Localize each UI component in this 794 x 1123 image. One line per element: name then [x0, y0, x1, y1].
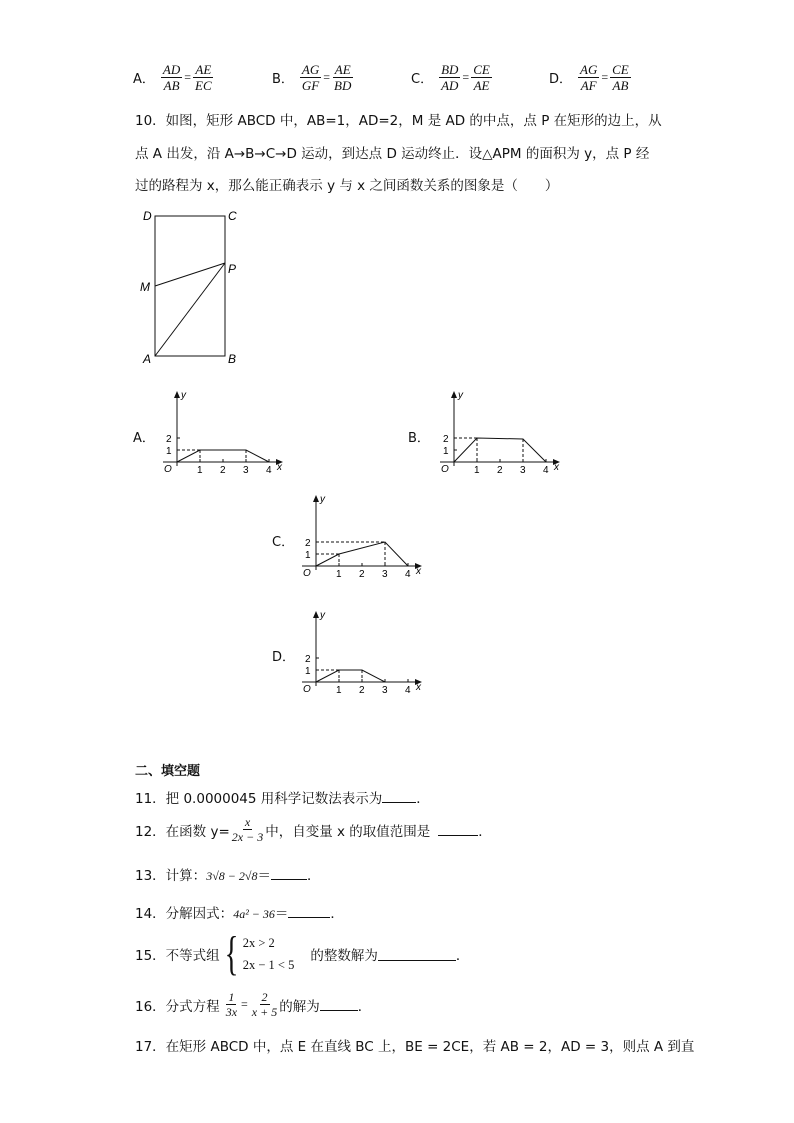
label-p: P: [228, 262, 237, 276]
y-tick-label: 1: [443, 446, 449, 457]
x-tick-label: 4: [405, 685, 411, 696]
fraction: [300, 62, 321, 93]
numerator: CE: [612, 62, 629, 77]
fraction: [332, 62, 353, 93]
graph-c: [294, 492, 429, 580]
period: ．: [416, 791, 430, 807]
numerator: x: [244, 815, 251, 829]
q17: 17．在矩形 ABCD 中，点 E 在直线 BC 上，BE = 2CE，若 AB = 2，AD = 3，则点 A 到直: [135, 1039, 695, 1055]
fraction: [230, 815, 265, 844]
equals-sign: =: [241, 997, 248, 1011]
option-label: A．: [133, 72, 155, 87]
denominator: AB: [163, 78, 180, 93]
fraction: [250, 990, 279, 1019]
denominator: EC: [195, 78, 212, 93]
q10-line-3: 过的路程为 x，那么能正确表示 y 与 x 之间函数关系的图象是（ ）: [135, 178, 559, 194]
x-tick-label: 2: [220, 465, 226, 476]
origin-label: O: [303, 684, 311, 695]
y-tick-label: 2: [166, 434, 172, 445]
option-label: B．: [272, 72, 294, 87]
label-a: A: [143, 352, 152, 366]
q15: [135, 927, 470, 980]
equals-sign: ＝: [274, 906, 289, 922]
numerator: AG: [301, 62, 320, 77]
equals-sign: =: [184, 70, 192, 84]
answer-blank: [378, 948, 456, 961]
fraction: [161, 62, 182, 93]
equals-sign: ＝: [257, 868, 271, 884]
denominator: 3x: [225, 1005, 238, 1019]
x-tick-label: 1: [336, 685, 342, 696]
denominator: x + 5: [251, 1005, 278, 1019]
fraction: [224, 990, 239, 1019]
x-tick-label: 2: [359, 685, 365, 696]
q14-text: 14．分解因式：: [135, 906, 234, 922]
q13-expression: 3√8 − 2√8: [206, 869, 258, 883]
q9-option-a: [133, 62, 214, 93]
label-b: B: [228, 352, 237, 366]
x-tick-label: 3: [243, 465, 249, 476]
graph-b-label: B．: [408, 431, 430, 446]
x-axis-label: x: [277, 462, 282, 473]
rectangle-figure: [135, 205, 250, 370]
answer-blank: [288, 905, 330, 918]
x-tick-label: 4: [543, 465, 549, 476]
period: ．: [478, 823, 492, 840]
graph-a: [155, 388, 290, 476]
q10-line-1: 10．如图，矩形 ABCD 中，AB=1，AD=2，M 是 AD 的中点，点 P 在矩形的边上，从: [135, 113, 662, 129]
equals-sign: =: [323, 70, 331, 84]
q14-expression: 4a² − 36: [233, 907, 275, 921]
period: ．: [455, 948, 470, 964]
x-tick-label: 3: [382, 569, 388, 580]
origin-label: O: [164, 464, 172, 475]
q9-option-d: [549, 62, 631, 93]
section-title: 二、填空题: [135, 764, 201, 779]
period: ．: [306, 868, 321, 884]
numerator: AD: [162, 62, 181, 77]
inequality-2: 2x − 1 < 5: [242, 958, 295, 972]
x-tick-label: 3: [382, 685, 388, 696]
numerator: AE: [195, 62, 212, 77]
y-axis-label: y: [458, 390, 463, 401]
y-tick-label: 2: [305, 538, 311, 549]
graph-line: [316, 670, 385, 682]
fraction: [193, 62, 214, 93]
denominator: AF: [580, 78, 597, 93]
q10-line-2: 点 A 出发，沿 A→B→C→D 运动，到达点 D 运动终止．设△APM 的面积为 y，点 P 经: [135, 146, 650, 162]
x-tick-label: 2: [359, 569, 365, 580]
label-c: C: [228, 209, 237, 223]
denominator: AE: [473, 78, 490, 93]
q13: [135, 864, 320, 884]
option-label: C．: [411, 72, 434, 87]
q11-text: 11．把 0.0000045 用科学记数法表示为: [135, 791, 383, 807]
segment-ap: [155, 263, 225, 356]
x-tick-label: 3: [520, 465, 526, 476]
brace: {: [224, 927, 239, 980]
x-axis-label: x: [416, 566, 421, 577]
x-tick-label: 4: [266, 465, 272, 476]
q16: [135, 990, 371, 1019]
fraction: [471, 62, 492, 93]
q16-text: 16．分式方程: [135, 998, 220, 1015]
q14: [135, 902, 344, 922]
q12-text-post: 中，自变量 x 的取值范围是: [265, 823, 431, 840]
y-axis-arrow: [313, 611, 319, 618]
fraction: [610, 62, 631, 93]
numerator: 2: [261, 990, 268, 1004]
inequality-1: 2x > 2: [242, 936, 275, 950]
y-axis-arrow: [174, 391, 180, 398]
graph-line: [454, 438, 546, 462]
q13-text: 13．计算：: [135, 868, 207, 884]
numerator: CE: [473, 62, 490, 77]
y-axis-arrow: [313, 495, 319, 502]
x-tick-label: 4: [405, 569, 411, 580]
y-axis-label: y: [320, 494, 325, 505]
fraction: [439, 62, 460, 93]
graph-a-label: A．: [133, 431, 155, 446]
q11: [135, 787, 430, 807]
denominator: 2x − 3: [231, 830, 264, 844]
x-tick-label: 2: [497, 465, 503, 476]
denominator: BD: [334, 78, 352, 93]
y-axis-label: y: [320, 610, 325, 621]
y-tick-label: 2: [305, 654, 311, 665]
numerator: AG: [580, 62, 598, 77]
y-tick-label: 1: [305, 550, 311, 561]
graph-c-label: C．: [272, 535, 295, 550]
graph-line: [316, 542, 408, 566]
q9-option-b: [272, 62, 353, 93]
numerator: 1: [228, 990, 235, 1004]
q15-text-post: 的整数解为: [310, 948, 378, 964]
x-tick-label: 1: [197, 465, 203, 476]
x-axis-label: x: [554, 462, 559, 473]
denominator: GF: [301, 78, 320, 93]
x-tick-label: 1: [474, 465, 480, 476]
period: ．: [357, 998, 372, 1015]
equals-sign: =: [462, 70, 470, 84]
rectangle-abcd: [155, 216, 225, 356]
y-tick-label: 2: [443, 434, 449, 445]
segment-mp: [155, 263, 225, 286]
graph-b: [432, 388, 567, 476]
y-axis-label: y: [181, 390, 186, 401]
equals-sign: =: [601, 70, 609, 84]
graph-d-label: D．: [272, 650, 296, 665]
label-d: D: [143, 209, 152, 223]
denominator: AD: [441, 78, 459, 93]
x-tick-label: 1: [336, 569, 342, 580]
x-axis-label: x: [416, 682, 421, 693]
y-axis-arrow: [451, 391, 457, 398]
q12: [135, 815, 492, 844]
q15-text: 15．不等式组: [135, 948, 220, 964]
denominator: AB: [612, 78, 629, 93]
answer-blank: [438, 823, 478, 836]
y-tick-label: 1: [305, 666, 311, 677]
answer-blank: [382, 790, 416, 803]
answer-blank: [320, 998, 358, 1011]
option-label: D．: [549, 72, 573, 87]
q9-option-c: [411, 62, 492, 93]
inequality-system: [243, 932, 295, 976]
origin-label: O: [303, 568, 311, 579]
numerator: BD: [441, 62, 459, 77]
label-m: M: [140, 280, 150, 294]
numerator: AE: [334, 62, 351, 77]
fraction: [578, 62, 599, 93]
q12-text: 12．在函数 y=: [135, 823, 230, 840]
period: ．: [330, 906, 344, 922]
answer-blank: [271, 867, 307, 880]
q16-text-post: 的解为: [279, 998, 320, 1015]
y-tick-label: 1: [166, 446, 172, 457]
origin-label: O: [441, 464, 449, 475]
graph-d: [294, 608, 429, 696]
